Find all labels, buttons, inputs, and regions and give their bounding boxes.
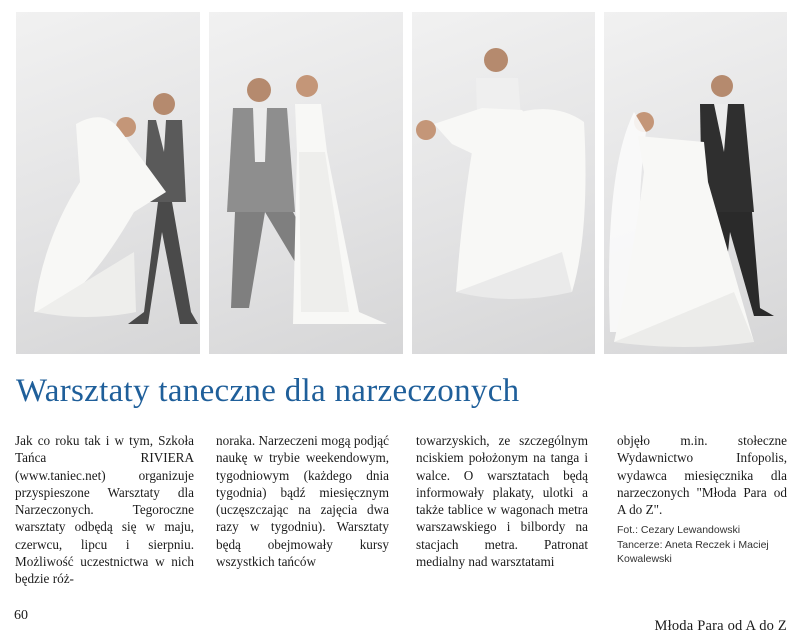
dancers-illustration bbox=[412, 12, 595, 354]
magazine-name: Młoda Para od A do Z bbox=[654, 618, 787, 634]
photo-ballroom-hold bbox=[604, 12, 787, 354]
article-column-3 bbox=[416, 432, 588, 570]
dancers-illustration bbox=[16, 12, 200, 354]
column-4-text: objęło m.in. stołeczne Wydawnictwo Infopolis, wydawca miesięcznika dla narzeczonych "Młoda Para od A do Z". bbox=[617, 433, 787, 518]
article-column-1 bbox=[15, 432, 194, 588]
column-2-text: noraka. Narzeczeni mogą podjąć naukę w trybie weekendowym, tygodniowym (każdego dnia tygodnia) bądź miesięcznym (uczęszczając na zajęcia dwa razy w tygodniu). Warsztaty będą obejmowały kursy wszystkich tańców bbox=[216, 433, 389, 570]
column-3-text: towarzyskich, ze szczególnym nciskiem położonym na tanga i walce. O warsztatach będą informowały plakaty, ulotki a także tablice w wagonach metra warszawskiego i bilbordy na stacjach metra. Patronat medialny nad warsztatami bbox=[416, 433, 588, 570]
dancers-illustration bbox=[209, 12, 403, 354]
photo-couple-posing bbox=[209, 12, 403, 354]
article-headline: Warsztaty taneczne dla narzeczonych bbox=[16, 373, 520, 409]
photo-credit-line: Fot.: Cezary Lewandowski bbox=[617, 524, 741, 537]
photo-bride-dip bbox=[412, 12, 595, 354]
page-number: 60 bbox=[14, 608, 28, 623]
dancers-illustration bbox=[604, 12, 787, 354]
dancers-credit-line: Tancerze: Aneta Reczek i Maciej Kowalewski bbox=[617, 538, 769, 566]
photo-credits bbox=[617, 523, 787, 567]
article-column-4 bbox=[617, 432, 787, 567]
photo-groom-carrying-bride bbox=[16, 12, 200, 354]
column-1-text: Jak co roku tak i w tym, Szkoła Tańca RIVIERA (www.taniec.net) organizuje przyspieszone Warsztaty dla Narzeczonych. Tegoroczne warsztaty odbędą się w maju, czerwcu, lipcu i sierpniu. Możliwość uczestnictwa w nich będzie róż- bbox=[15, 433, 194, 587]
article-column-2 bbox=[216, 432, 389, 570]
